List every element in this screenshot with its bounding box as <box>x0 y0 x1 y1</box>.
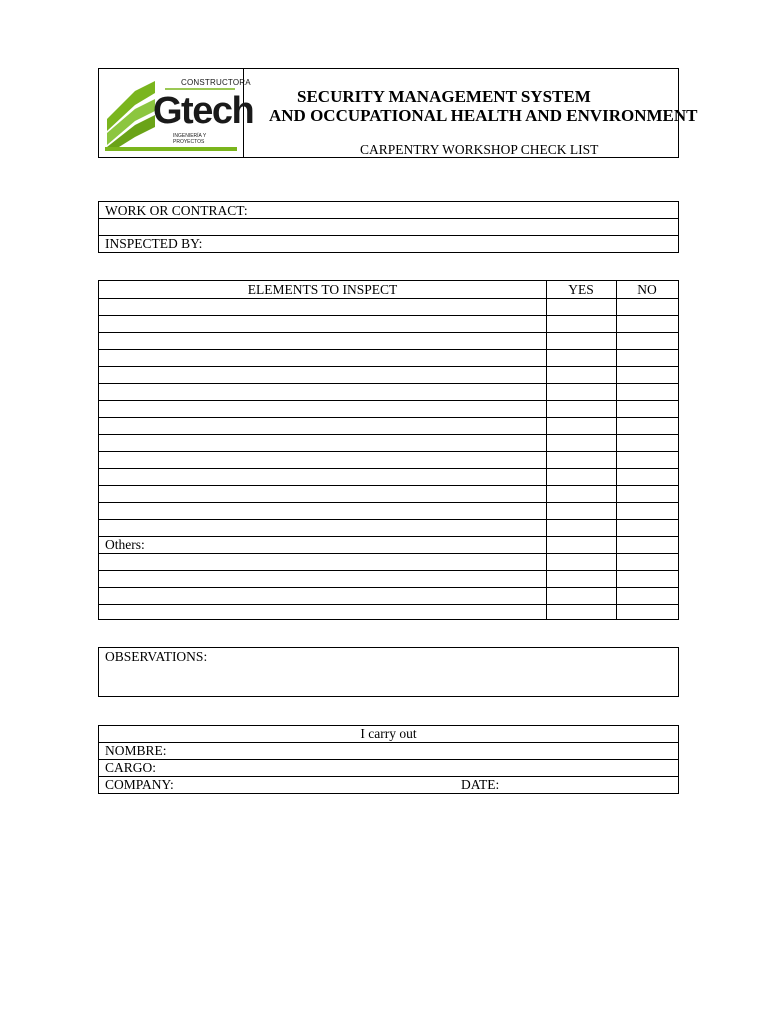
no-checkbox-cell[interactable] <box>617 571 677 587</box>
date-label: DATE: <box>461 777 500 792</box>
header-elements-to-inspect: ELEMENTS TO INSPECT <box>247 282 398 297</box>
yes-checkbox-cell[interactable] <box>547 350 615 366</box>
signoff-row-line <box>99 759 678 760</box>
yes-checkbox-cell[interactable] <box>547 367 615 383</box>
no-checkbox-cell[interactable] <box>617 401 677 417</box>
yes-checkbox-cell[interactable] <box>547 333 615 349</box>
observations-box[interactable] <box>98 647 679 697</box>
title-line-2: AND OCCUPATIONAL HEALTH AND ENVIRONMENT <box>269 106 698 125</box>
company-logo <box>105 75 254 151</box>
no-checkbox-cell[interactable] <box>617 486 677 502</box>
no-checkbox-cell[interactable] <box>617 588 677 604</box>
no-checkbox-cell[interactable] <box>617 554 677 570</box>
signoff-row-line <box>99 776 678 777</box>
yes-checkbox-cell[interactable] <box>547 299 615 315</box>
company-label: COMPANY: <box>105 777 174 792</box>
yes-checkbox-cell[interactable] <box>547 503 615 519</box>
yes-checkbox-cell[interactable] <box>547 588 615 604</box>
no-checkbox-cell[interactable] <box>617 333 677 349</box>
yes-checkbox-cell[interactable] <box>547 537 615 553</box>
yes-checkbox-cell[interactable] <box>547 316 615 332</box>
subtitle: CARPENTRY WORKSHOP CHECK LIST <box>360 142 599 157</box>
no-checkbox-cell[interactable] <box>617 384 677 400</box>
logo-tagline: INGENIERÍA Y PROYECTOS <box>173 133 207 145</box>
signoff-row-line <box>99 742 678 743</box>
yes-checkbox-cell[interactable] <box>547 571 615 587</box>
no-checkbox-cell[interactable] <box>617 316 677 332</box>
header-box <box>98 68 698 158</box>
yes-checkbox-cell[interactable] <box>547 486 615 502</box>
yes-checkbox-cell[interactable] <box>547 554 615 570</box>
no-checkbox-cell[interactable] <box>617 452 677 468</box>
logo-top-text: CONSTRUCTORA <box>181 78 251 87</box>
position-label: CARGO: <box>105 760 157 775</box>
no-checkbox-cell[interactable] <box>617 367 677 383</box>
yes-checkbox-cell[interactable] <box>547 401 615 417</box>
logo-brand: Gtech <box>153 90 254 132</box>
yes-checkbox-cell[interactable] <box>547 469 615 485</box>
signoff-box <box>98 725 679 794</box>
no-checkbox-cell[interactable] <box>617 503 677 519</box>
yes-checkbox-cell[interactable] <box>547 435 615 451</box>
no-checkbox-cell[interactable] <box>617 537 677 553</box>
no-checkbox-cell[interactable] <box>617 350 677 366</box>
yes-checkbox-cell[interactable] <box>547 384 615 400</box>
no-checkbox-cell[interactable] <box>617 435 677 451</box>
title-line-1: SECURITY MANAGEMENT SYSTEM <box>297 87 591 106</box>
inspected-by-field[interactable] <box>209 236 674 252</box>
header-yes: YES <box>568 282 594 297</box>
yes-checkbox-cell[interactable] <box>547 520 615 536</box>
name-label: NOMBRE: <box>105 743 167 758</box>
checklist-row-line <box>99 604 678 605</box>
no-checkbox-cell[interactable] <box>617 520 677 536</box>
others-label: Others: <box>105 537 145 552</box>
no-checkbox-cell[interactable] <box>617 418 677 434</box>
checklist-table <box>98 280 679 620</box>
observations-label: OBSERVATIONS: <box>105 649 208 664</box>
header-no: NO <box>637 282 657 297</box>
inspected-by-label: INSPECTED BY: <box>105 236 203 251</box>
work-contract-field[interactable] <box>249 202 674 218</box>
yes-checkbox-cell[interactable] <box>547 452 615 468</box>
signoff-header: I carry out <box>360 726 417 741</box>
info-box <box>98 201 679 253</box>
work-contract-label: WORK OR CONTRACT: <box>105 203 248 218</box>
yes-checkbox-cell[interactable] <box>547 418 615 434</box>
no-checkbox-cell[interactable] <box>617 469 677 485</box>
no-checkbox-cell[interactable] <box>617 299 677 315</box>
